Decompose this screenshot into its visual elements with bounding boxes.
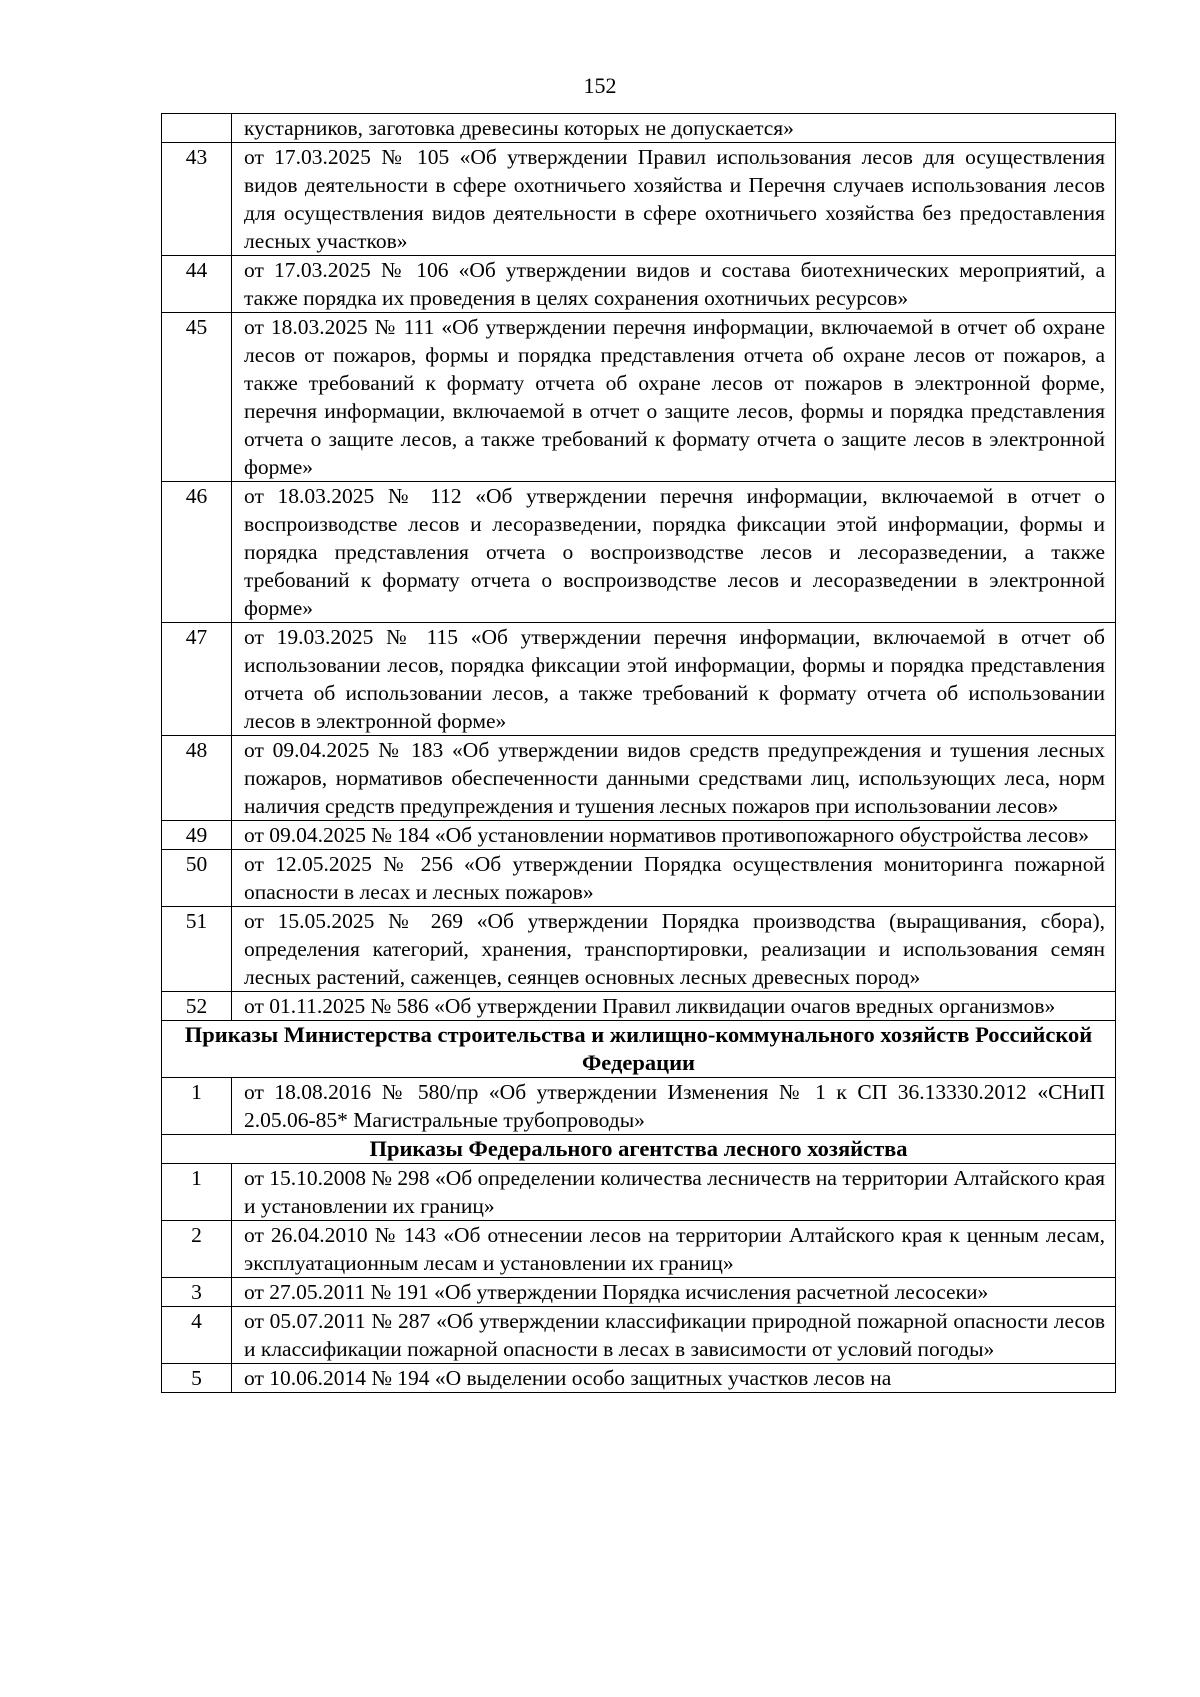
section-header-row [162,1135,1116,1164]
table-row [162,143,1116,256]
row-number: 5 [162,1364,232,1393]
table-row [162,256,1116,313]
legal-acts-table [161,113,1116,1393]
table-row [162,313,1116,482]
table-row [162,821,1116,850]
row-number [162,114,232,143]
act-description: от 18.03.2025 № 112 «Об утверждении перечня информации, включаемой в отчет о воспроизводстве лесов и лесоразведении, порядка фиксации этой информации, формы и порядка представления отчета о воспроизводстве лесов и лесоразведении, а также требований к формату отчета о воспроизводстве лесов и лесоразведении в электронной форме» [232,482,1116,623]
act-description: от 12.05.2025 № 256 «Об утверждении Порядка осуществления мониторинга пожарной опасности в лесах и лесных пожаров» [232,850,1116,907]
act-description: от 15.05.2025 № 269 «Об утверждении Порядка производства (выращивания, сбора), определения категорий, хранения, транспортировки, реализации и использования семян лесных растений, саженцев, сеянцев основных лесных древесных пород» [232,907,1116,992]
act-description: от 09.04.2025 № 183 «Об утверждении видов средств предупреждения и тушения лесных пожаров, нормативов обеспеченности данными средствами лиц, использующих леса, норм наличия средств предупреждения и тушения лесных пожаров при использовании лесов» [232,736,1116,821]
row-number: 46 [162,482,232,623]
row-number: 4 [162,1307,232,1364]
act-description: от 18.03.2025 № 111 «Об утверждении перечня информации, включаемой в отчет об охране лесов от пожаров, формы и порядка представления отчета об охране лесов от пожаров, а также требований к формату отчета об охране лесов от пожаров в электронной форме, перечня информации, включаемой в отчет о защите лесов, формы и порядка представления отчета о защите лесов, а также требований к формату отчета о защите лесов в электронной форме» [232,313,1116,482]
table-row [162,850,1116,907]
act-description: от 05.07.2011 № 287 «Об утверждении классификации природной пожарной опасности лесов и классификации пожарной опасности в лесах в зависимости от условий погоды» [232,1307,1116,1364]
act-description: от 09.04.2025 № 184 «Об установлении нормативов противопожарного обустройства лесов» [232,821,1116,850]
row-number: 50 [162,850,232,907]
legal-acts-table-body [162,114,1116,1393]
table-row [162,623,1116,736]
act-description: от 17.03.2025 № 106 «Об утверждении видов и состава биотехнических мероприятий, а также порядка их проведения в целях сохранения охотничьих ресурсов» [232,256,1116,313]
row-number: 1 [162,1078,232,1135]
table-row [162,1307,1116,1364]
table-row [162,992,1116,1021]
act-description: от 01.11.2025 № 586 «Об утверждении Правил ликвидации очагов вредных организмов» [232,992,1116,1021]
table-row [162,907,1116,992]
row-number: 52 [162,992,232,1021]
section-heading: Приказы Министерства строительства и жилищно-коммунального хозяйств Российской Федерации [162,1021,1116,1078]
row-number: 45 [162,313,232,482]
row-number: 3 [162,1278,232,1307]
row-number: 51 [162,907,232,992]
section-heading: Приказы Федерального агентства лесного хозяйства [162,1135,1116,1164]
table-row [162,114,1116,143]
act-description: от 10.06.2014 № 194 «О выделении особо защитных участков лесов на [232,1364,1116,1393]
act-description: от 19.03.2025 № 115 «Об утверждении перечня информации, включаемой в отчет об использовании лесов, порядка фиксации этой информации, формы и порядка представления отчета об использовании лесов, а также требований к формату отчета об использовании лесов в электронной форме» [232,623,1116,736]
row-number: 43 [162,143,232,256]
act-description: от 27.05.2011 № 191 «Об утверждении Порядка исчисления расчетной лесосеки» [232,1278,1116,1307]
act-description: от 17.03.2025 № 105 «Об утверждении Правил использования лесов для осуществления видов деятельности в сфере охотничьего хозяйства и Перечня случаев использования лесов для осуществления видов деятельности в сфере охотничьего хозяйства без предоставления лесных участков» [232,143,1116,256]
act-description: от 26.04.2010 № 143 «Об отнесении лесов на территории Алтайского края к ценным лесам, эксплуатационным лесам и установлении их границ» [232,1221,1116,1278]
row-number: 48 [162,736,232,821]
row-number: 49 [162,821,232,850]
table-row [162,736,1116,821]
act-description: от 18.08.2016 № 580/пр «Об утверждении Изменения № 1 к СП 36.13330.2012 «СНиП 2.05.06-85* Магистральные трубопроводы» [232,1078,1116,1135]
row-number: 1 [162,1164,232,1221]
row-number: 47 [162,623,232,736]
page-number: 152 [583,73,617,98]
act-description: кустарников, заготовка древесины которых не допускается» [232,114,1116,143]
row-number: 44 [162,256,232,313]
row-number: 2 [162,1221,232,1278]
table-row [162,482,1116,623]
table-row [162,1078,1116,1135]
act-description: от 15.10.2008 № 298 «Об определении количества лесничеств на территории Алтайского края и установлении их границ» [232,1164,1116,1221]
table-row [162,1221,1116,1278]
table-row [162,1278,1116,1307]
table-row [162,1364,1116,1393]
section-header-row [162,1021,1116,1078]
table-row [162,1164,1116,1221]
